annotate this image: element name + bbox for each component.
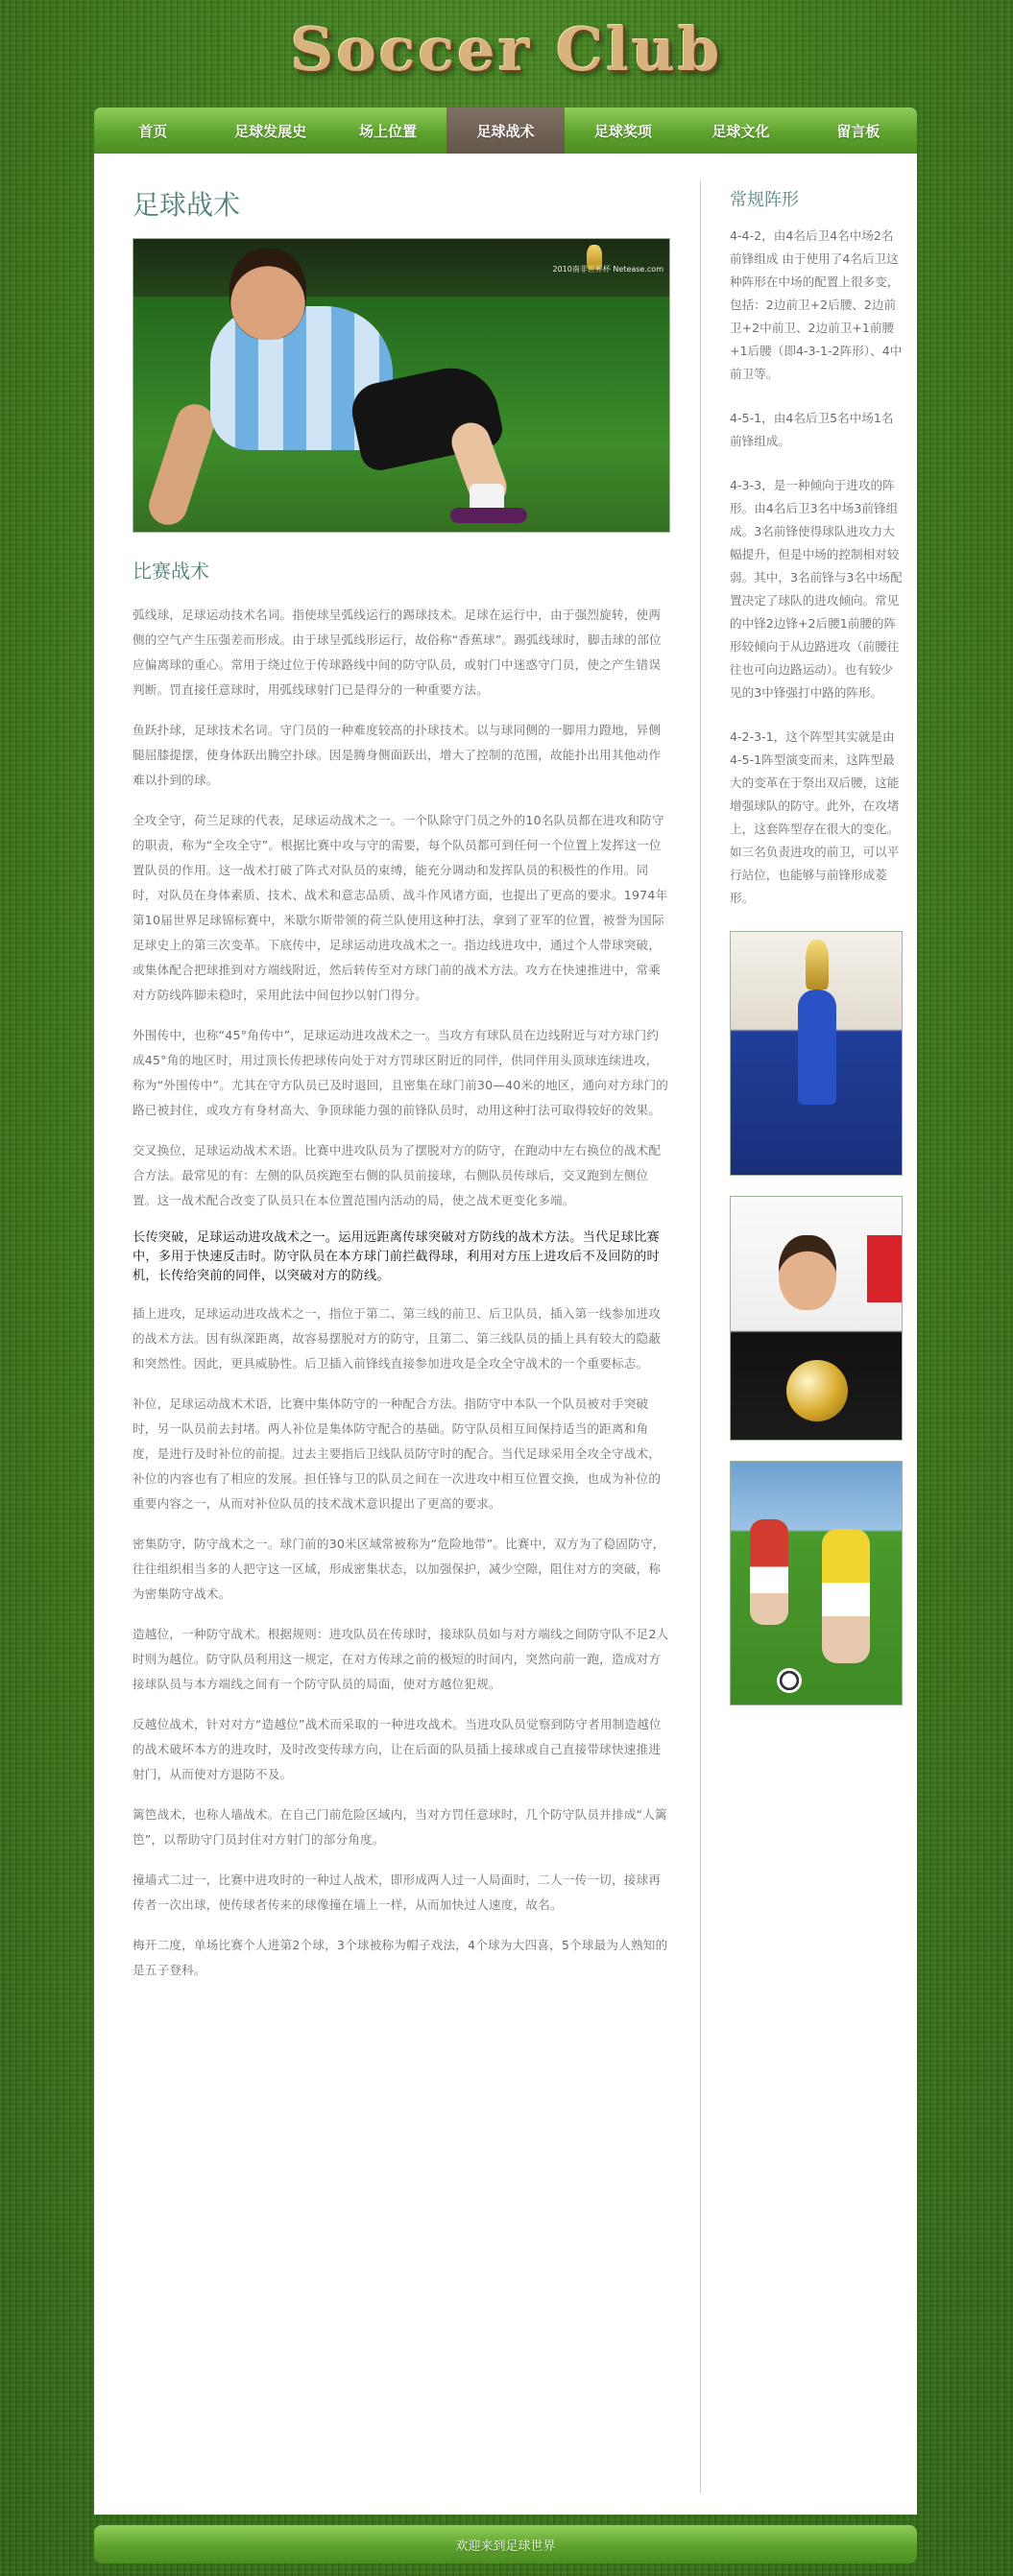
site-logo[interactable]: Soccer Club — [290, 14, 723, 84]
tactic-paragraph: 梅开二度，单场比赛个人进第2个球，3个球被称为帽子戏法，4个球为大四喜，5个球最为人熟知的是五子登科。 — [133, 1938, 668, 1977]
player-arm — [144, 399, 219, 530]
formation-paragraph: 4-4-2，由4名后卫4名中场2名前锋组成 由于使用了4名后卫这种阵形在中场的配置上很多变，包括：2边前卫+2后腰、2边前卫+2中前卫、2边前卫+1前腰+1后腰（即4-3-1-2阵形）、4中前卫等。 — [730, 228, 903, 381]
content-panel — [94, 154, 917, 2515]
player-boot — [450, 508, 527, 523]
nav-item-home[interactable]: 首页 — [138, 122, 168, 140]
tactic-paragraph: 密集防守，防守战术之一。球门前的30米区域常被称为“危险地带”。比赛中，双方为了稳固防守，往往组织相当多的人把守这一区域，形成密集状态，以加强保护，减少空隙，阻住对方的突破，称为密集防守战术。 — [133, 1537, 665, 1601]
nav-item-culture[interactable]: 足球文化 — [712, 122, 770, 140]
sidebar-image-kids-playing — [730, 1461, 903, 1705]
hero-image-messi — [133, 238, 670, 533]
tactic-paragraph: 撞墙式二过一，比赛中进攻时的一种过人战术，即形成两人过一人局面时，二人一传一切，接球再传者一次出球，使传球者传来的球像撞在墙上一样，从而加快过人速度，故名。 — [133, 1872, 662, 1912]
sidebar — [730, 154, 903, 1726]
player-face — [779, 1235, 836, 1310]
trophy-icon — [806, 940, 829, 990]
main-content — [133, 154, 670, 1998]
section-title: 比赛战术 — [133, 560, 209, 583]
tactic-paragraph: 篱笆战术，也称人墙战术。在自己门前危险区域内，当对方罚任意球时，几个防守队员并排成“人篱笆”，以帮助守门员封住对方射门的部分角度。 — [133, 1807, 667, 1847]
page-title: 足球战术 — [133, 189, 241, 221]
nav-item-history[interactable]: 足球发展史 — [234, 122, 307, 140]
tactic-paragraph: 外围传中，也称“45°角传中”，足球运动进攻战术之一。当攻方有球队员在边线附近与对方球门约成45°角的地区时，用过顶长传把球传向处于对方罚球区附近的同伴，供同伴用头顶球连续进攻，称为“外围传中”。尤其在守方队员已及时退回，且密集在球门前30—40米的地区，通向对方球门的路已被封住，或攻方有身材高大、争顶球能力强的前锋队员时，动用这种打法可取得较好的效果。 — [133, 1028, 669, 1117]
nav-item-awards[interactable]: 足球奖项 — [593, 122, 652, 140]
nav-item-tactics[interactable]: 足球战术 — [446, 107, 564, 154]
sidebar-image-golden-ball — [730, 1196, 903, 1441]
golden-ball-icon — [786, 1360, 848, 1421]
formation-paragraph: 4-5-1，由4名后卫5名中场1名前锋组成。 — [730, 411, 894, 448]
player-figure — [798, 990, 836, 1105]
hero-caption: 2010南非世界杯 Netease.com — [552, 265, 663, 274]
sponsor-logo — [867, 1235, 902, 1302]
tactic-paragraph: 造越位，一种防守战术。根据规则：进攻队员在传球时，接球队员如与对方端线之间防守队不足2人时则为越位。防守队员利用这一规定，在对方传球之前的极短的时间内，突然向前一跑，造成对方接球队员与本方端线之间有一个防守队员的局面，使对方越位犯规。 — [133, 1627, 669, 1691]
main-nav — [94, 107, 917, 154]
kid-figure — [822, 1529, 870, 1663]
formation-paragraph: 4-2-3-1，这个阵型其实就是由4-5-1阵型演变而来，这阵型最大的变革在于祭出双后腰，这能增强球队的防守。此外，在攻堵上，这套阵型存在很大的变化。如三名负责进攻的前卫，可以平行站位，也能够与前锋形成菱形。 — [730, 729, 900, 905]
tactic-paragraph: 全攻全守，荷兰足球的代表，足球运动战术之一。一个队除守门员之外的10名队员都在进攻和防守的职责，称为“全攻全守”。根据比赛中攻与守的需要，每个队员都可到任何一个位置上发挥这一位置队员的作用。这一战术打破了阵式对队员的束缚，能充分调动和发挥队员的积极性的作用。同时，对队员在身体素质、技术、战术和意志品质、战斗作风诸方面，也提出了更高的要求。1974年第10届世界足球锦标赛中，米歇尔斯带领的荷兰队使用这种打法，拿到了亚军的位置，被誉为国际足球史上的第三次变革。下底传中，足球运动进攻战术之一。指边线进攻中，通过个人带球突破，或集体配合把球推到对方端线附近，然后转传至对方球门前的战术方法。攻方在快速推进中，常乘对方防线阵脚未稳时，采用此法中间包抄以射门得分。 — [133, 813, 668, 1002]
player-head — [229, 249, 306, 340]
nav-item-guestbook[interactable]: 留言板 — [836, 122, 880, 140]
sidebar-image-trophy-celebration — [730, 931, 903, 1176]
tactic-paragraph-highlight: 长传突破，足球运动进攻战术之一。运用远距离传球突破对方防线的战术方法。当代足球比赛中，多用于快速反击时。防守队员在本方球门前拦截得球，利用对方压上进攻后不及回防的时机，长传给突前的同伴，以突破对方的防线。 — [133, 1230, 660, 1283]
nav-item-positions[interactable]: 场上位置 — [359, 122, 418, 140]
footer: 欢迎来到足球世界 — [94, 2525, 917, 2564]
tactic-paragraph: 插上进攻，足球运动进攻战术之一，指位于第二、第三线的前卫、后卫队员，插入第一线参加进攻的战术方法。因有纵深距离，故容易摆脱对方的防守，且第二、第三线队员的插上具有较大的隐蔽和突然性。因此，更具威胁性。后卫插入前锋线直接参加进攻是全攻全守战术的一个重要标志。 — [133, 1306, 662, 1371]
soccer-ball-icon — [777, 1668, 802, 1693]
tactic-paragraph: 鱼跃扑球，足球技术名词。守门员的一种难度较高的扑球技术。以与球同侧的一脚用力蹬地，异侧腿屈膝提摆，使身体跃出腾空扑球。因是腾身侧面跃出，增大了控制的范围，故能扑出用其他动作难以扑到的球。 — [133, 723, 662, 787]
tactic-paragraph: 补位，足球运动战术术语，比赛中集体防守的一种配合方法。指防守中本队一个队员被对手突破时，另一队员前去封堵。两人补位是集体防守配合的基础。防守队员相互间保持适当的距离和角度，是进行及时补位的前提。过去主要指后卫线队员防守时的配合。当代足球采用全攻全守战术，补位的内容也有了相应的发展。担任锋与卫的队员之间在一次进攻中相互位置交换，也成为补位的重要内容之一，从而对补位队员的技术战术意识提出了更高的要求。 — [133, 1396, 662, 1511]
formation-paragraph: 4-3-3，是一种倾向于进攻的阵形。由4名后卫3名中场3前锋组成。3名前锋使得球队进攻力大幅提升，但是中场的控制相对较弱。其中，3名前锋与3名中场配置决定了球队的进攻倾向。常见的中锋2边锋+2后腰1前腰的阵形较倾向于从边路进攻（前腰往往也可向边路运动）。也有较少见的3中锋强打中路的阵形。 — [730, 478, 903, 700]
sidebar-title: 常规阵形 — [730, 190, 799, 210]
kid-figure — [750, 1519, 788, 1625]
tactic-paragraph: 反越位战术，针对对方“造越位”战术而采取的一种进攻战术。当进攻队员觉察到防守者用制造越位的战术破坏本方的进攻时，及时改变传球方向，让在后面的队员插上接球或自己直接带球快速推进射门，从而使对方退防不及。 — [133, 1717, 662, 1781]
column-divider — [700, 180, 701, 2493]
tactic-paragraph: 弧线球，足球运动技术名词。指使球呈弧线运行的踢球技术。足球在运行中，由于强烈旋转，使两侧的空气产生压强差而形成。由于球呈弧线形运行，故俗称“香蕉球”。踢弧线球时，脚击球的部位应偏离球的重心。常用于绕过位于传球路线中间的防守队员，或射门中迷惑守门员，使之产生错误判断。罚直接任意球时，用弧线球射门已是得分的一种重要方法。 — [133, 608, 662, 697]
tactic-paragraph: 交叉换位，足球运动战术术语。比赛中进攻队员为了摆脱对方的防守，在跑动中左右换位的战术配合方法。最常见的有：左侧的队员疾跑至右侧的队员前接球，右侧队员传球后，交叉跑到左侧位置。这一战术配合改变了队员只在本位置范围内活动的局，使之战术更变化多端。 — [133, 1143, 662, 1207]
